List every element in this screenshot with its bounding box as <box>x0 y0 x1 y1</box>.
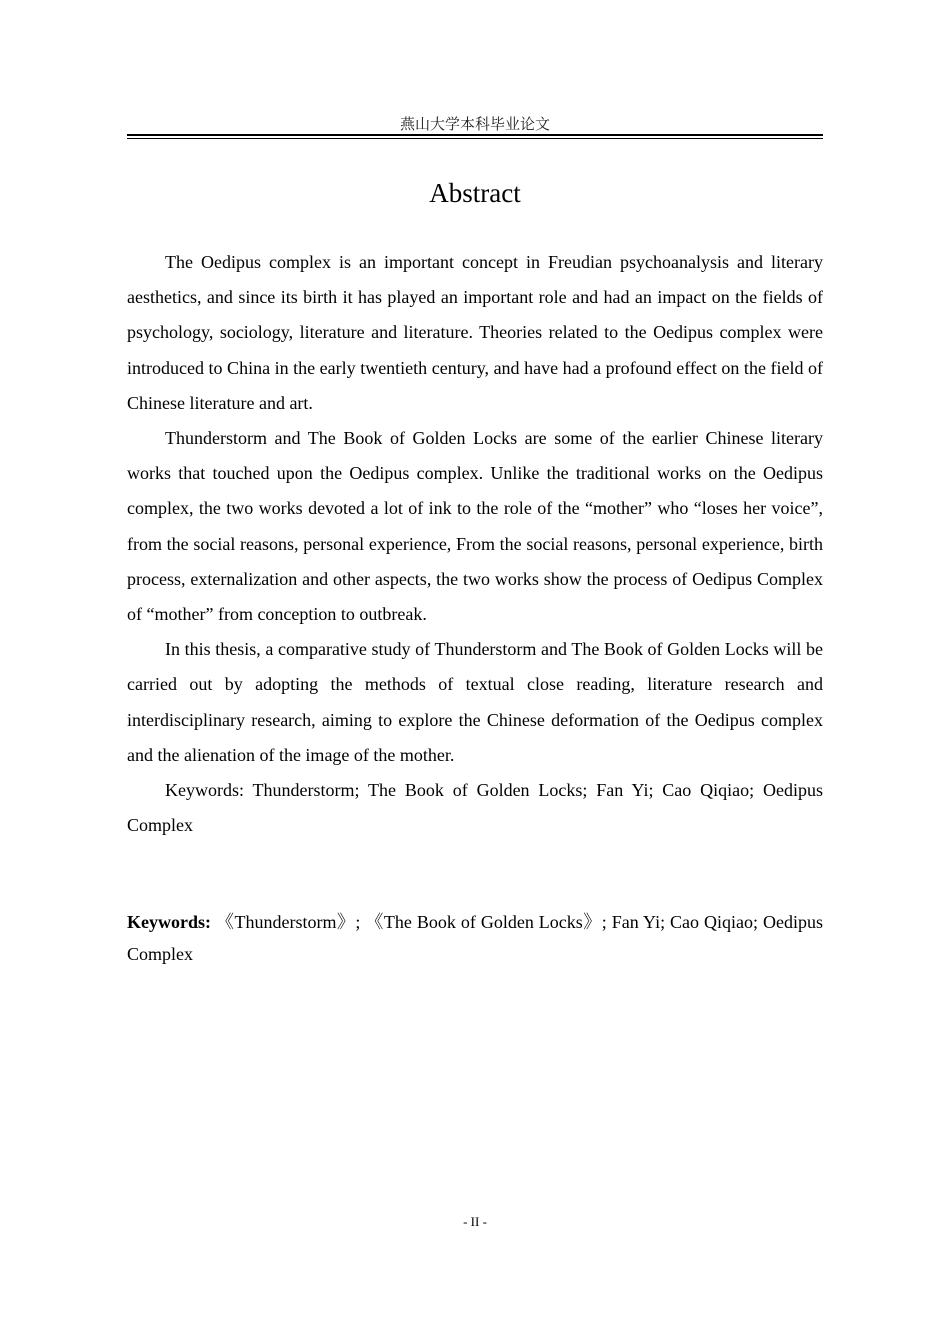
page-title: Abstract <box>429 178 521 208</box>
header-rule-thick <box>127 134 823 136</box>
keywords-block <box>127 906 823 970</box>
abstract-paragraph-1: The Oedipus complex is an important concept in Freudian psychoanalysis and literary aesthetics, and since its birth it has played an important role and had an impact on the fields of psychology, sociology, literature and literature. Theories related to the Oedipus complex were introduced to China in the early twentieth century, and have had a profound effect on the field of Chinese literature and art. <box>127 252 823 413</box>
keywords-text: 《Thunderstorm》; 《The Book of Golden Locks》; Fan Yi; Cao Qiqiao; Oedipus Complex <box>127 912 823 964</box>
abstract-paragraph-3: In this thesis, a comparative study of Thunderstorm and The Book of Golden Locks will be carried out by adopting the methods of textual close reading, literature research and interdisciplinary research, aiming to explore the Chinese deformation of the Oedipus complex and the alienation of the image of the mother. <box>127 639 823 765</box>
abstract-paragraph-4: Keywords: Thunderstorm; The Book of Golden Locks; Fan Yi; Cao Qiqiao; Oedipus Complex <box>127 780 823 836</box>
abstract-body <box>127 245 823 843</box>
header-rule-thin <box>127 138 823 139</box>
abstract-paragraph-2: Thunderstorm and The Book of Golden Locks are some of the earlier Chinese literary works that touched upon the Oedipus complex. Unlike the traditional works on the Oedipus complex, the two works devoted a lot of ink to the role of the “mother” who “loses her voice”, from the social reasons, personal experience, From the social reasons, personal experience, birth process, externalization and other aspects, the two works show the process of Oedipus Complex of “mother” from conception to outbreak. <box>127 428 823 625</box>
running-header: 燕山大学本科毕业论文 <box>399 115 550 133</box>
page-number: - II - <box>463 1214 487 1229</box>
keywords-label: Keywords: <box>127 912 211 932</box>
